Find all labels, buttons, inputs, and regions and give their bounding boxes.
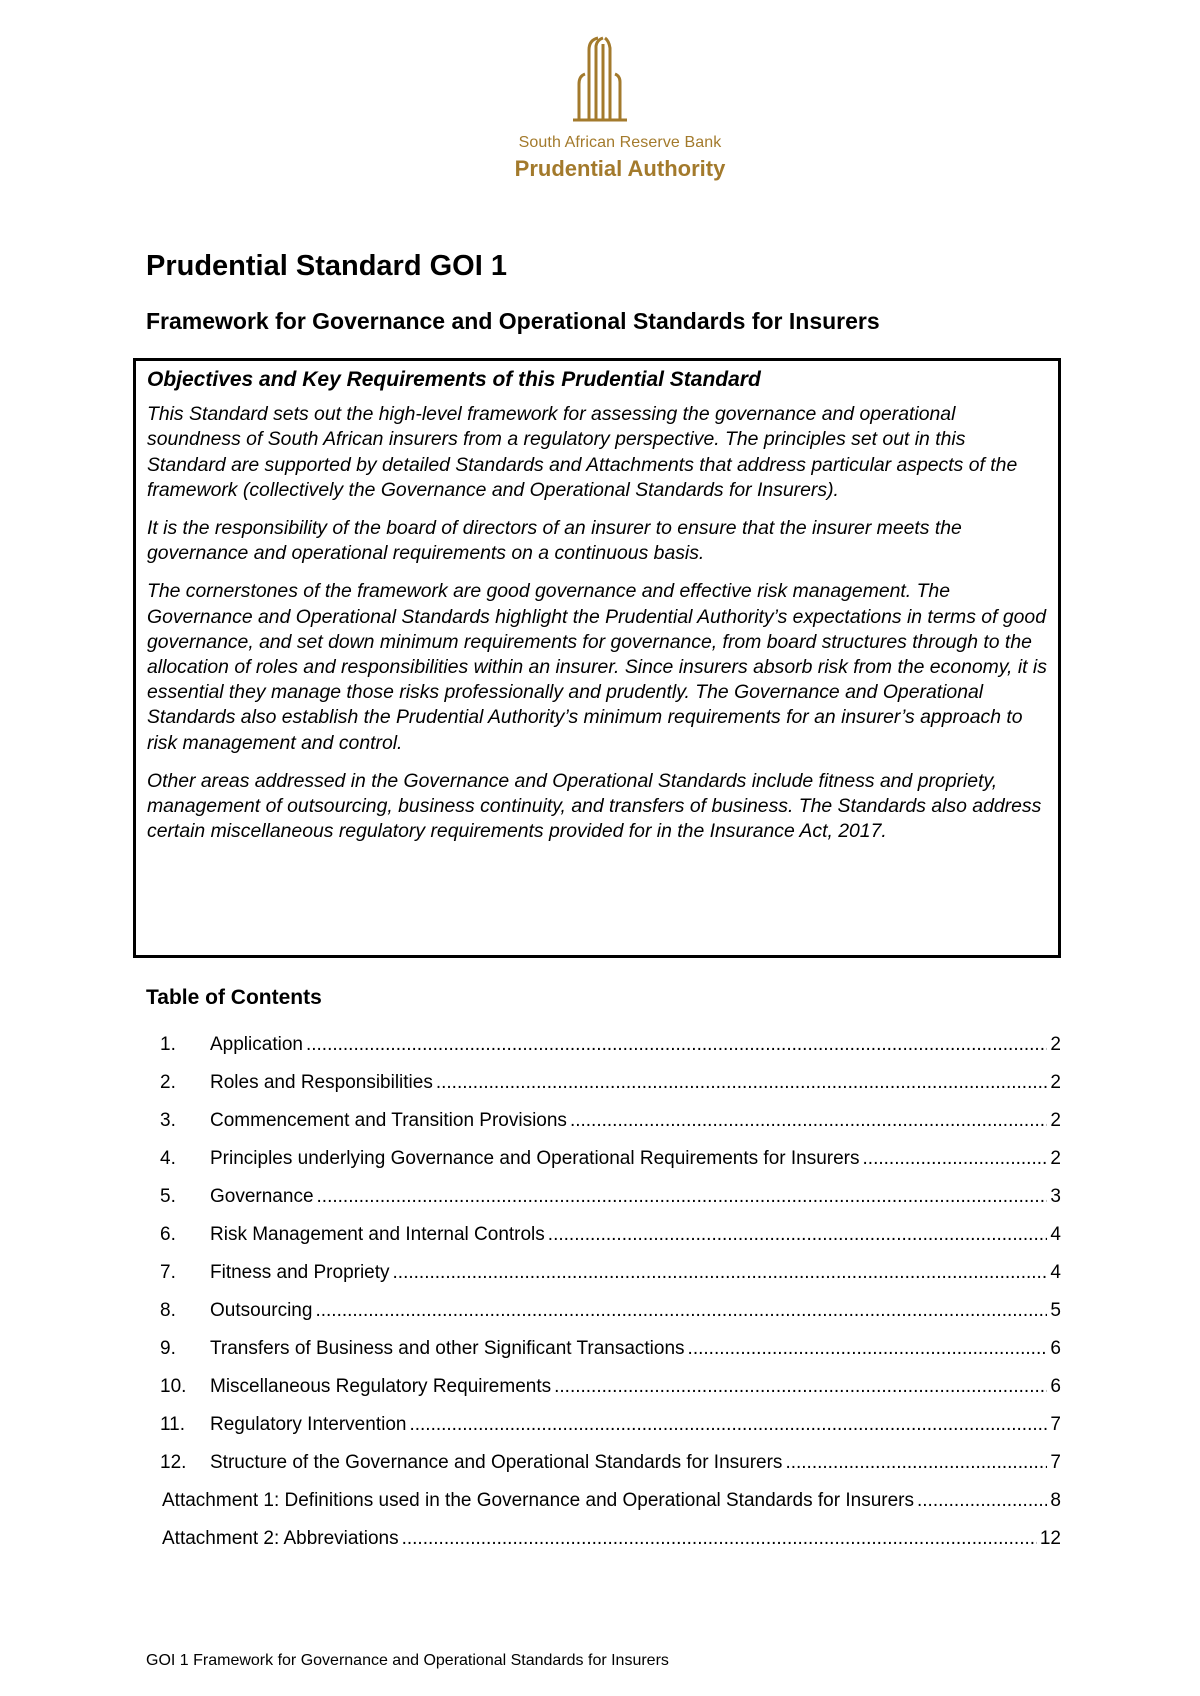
toc-dot-leader	[306, 1034, 1047, 1056]
toc-entry-title: Principles underlying Governance and Operational Requirements for Insurers	[210, 1148, 860, 1169]
toc-entry-number: 11.	[160, 1414, 186, 1435]
toc-entry-number: 1.	[160, 1034, 176, 1055]
toc-dot-leader	[409, 1414, 1047, 1436]
toc-dot-leader	[570, 1110, 1047, 1132]
toc-entry-title: Attachment 2: Abbreviations	[162, 1528, 399, 1549]
toc-entry-title: Roles and Responsibilities	[210, 1072, 433, 1093]
document-title: Prudential Standard GOI 1	[146, 250, 507, 282]
toc-entry-title: Regulatory Intervention	[210, 1414, 407, 1435]
toc-entry-page: 2	[1050, 1110, 1061, 1131]
toc-entry-page: 7	[1050, 1414, 1061, 1435]
toc-entry-title: Transfers of Business and other Significant Transactions	[210, 1338, 685, 1359]
toc-entry-page: 4	[1050, 1262, 1061, 1283]
toc-entry-title: Attachment 1: Definitions used in the Governance and Operational Standards for Insurers	[162, 1490, 914, 1511]
toc-dot-leader	[917, 1490, 1047, 1512]
toc-entry-number: 9.	[160, 1338, 176, 1359]
toc-entry[interactable]	[146, 1338, 1061, 1376]
toc-entry-page: 8	[1050, 1490, 1061, 1511]
toc-entry-page: 7	[1050, 1452, 1061, 1473]
toc-entry[interactable]	[146, 1300, 1061, 1338]
toc-entry-page: 12	[1039, 1528, 1061, 1549]
toc-entry-number: 8.	[160, 1300, 176, 1321]
toc-entry-title: Structure of the Governance and Operational Standards for Insurers	[210, 1452, 783, 1473]
toc-dot-leader	[688, 1338, 1048, 1360]
objectives-paragraph: It is the responsibility of the board of directors of an insurer to ensure that the insurer meets the governance and operational requirements on a continuous basis.	[147, 517, 962, 565]
toc-entry-title: Fitness and Propriety	[210, 1262, 390, 1283]
sarb-building-logo-icon	[565, 36, 635, 126]
toc-entry-number: 12.	[160, 1452, 187, 1473]
toc-dot-leader	[315, 1300, 1047, 1322]
objectives-heading: Objectives and Key Requirements of this Prudential Standard	[147, 368, 761, 391]
objectives-box	[133, 358, 1061, 958]
toc-entry-title: Outsourcing	[210, 1300, 313, 1321]
toc-dot-leader	[436, 1072, 1048, 1094]
toc-dot-leader	[393, 1262, 1048, 1284]
logo-bank-name: South African Reserve Bank	[518, 134, 722, 151]
toc-entry-number: 4.	[160, 1148, 176, 1169]
objectives-paragraph: Other areas addressed in the Governance and Operational Standards include fitness and propriety, management of outsourcing, business continuity, and transfers of business. The Standards also address certain miscellaneous regulatory requirements provided for in the Insurance Act, 2017.	[147, 769, 1042, 843]
toc-entry-number: 6.	[160, 1224, 176, 1245]
toc-dot-leader	[554, 1376, 1047, 1398]
page-footer: GOI 1 Framework for Governance and Operational Standards for Insurers	[146, 1652, 669, 1669]
toc-entry-title: Governance	[210, 1186, 314, 1207]
toc-entry[interactable]	[146, 1148, 1061, 1186]
toc-entry-number: 2.	[160, 1072, 176, 1093]
toc-entry[interactable]	[146, 1110, 1061, 1148]
toc-attachment-entry[interactable]	[146, 1528, 1061, 1566]
logo-authority-name: Prudential Authority	[514, 156, 726, 181]
toc-dot-leader	[317, 1186, 1048, 1208]
table-of-contents	[146, 1034, 1061, 1566]
objectives-paragraph: The cornerstones of the framework are good governance and effective risk management. The Governance and Operational Standards highlight the Prudential Authority’s expectations in terms of good governance, and set down minimum requirements for governance, from board structures through to the allocation of roles and responsibilities within an insurer. Since insurers absorb risk from the economy, it is essential they manage those risks professionally and prudently. The Governance and Operational Standards also establish the Prudential Authority’s minimum requirements for an insurer’s approach to risk management and control.	[147, 580, 1047, 754]
objectives-paragraph: This Standard sets out the high-level framework for assessing the governance and operational soundness of South African insurers from a regulatory perspective. The principles set out in this Standard are supported by detailed Standards and Attachments that address particular aspects of the framework (collectively the Governance and Operational Standards for Insurers).	[147, 403, 1018, 501]
toc-dot-leader	[863, 1148, 1048, 1170]
toc-entry-page: 2	[1050, 1034, 1061, 1055]
toc-entry-title: Application	[210, 1034, 303, 1055]
toc-entry-page: 2	[1050, 1148, 1061, 1169]
toc-dot-leader	[785, 1452, 1047, 1474]
toc-entry-page: 3	[1050, 1186, 1061, 1207]
toc-entry-title: Commencement and Transition Provisions	[210, 1110, 567, 1131]
toc-heading: Table of Contents	[146, 986, 322, 1009]
toc-entry-page: 4	[1050, 1224, 1061, 1245]
toc-entry-number: 10.	[160, 1376, 187, 1397]
toc-entry-page: 6	[1050, 1338, 1061, 1359]
toc-entry-page: 5	[1050, 1300, 1061, 1321]
toc-entry-page: 6	[1050, 1376, 1061, 1397]
toc-attachment-entry[interactable]	[146, 1490, 1061, 1528]
toc-entry-number: 7.	[160, 1262, 176, 1283]
document-subtitle: Framework for Governance and Operational Standards for Insurers	[146, 308, 880, 334]
toc-dot-leader	[402, 1528, 1037, 1550]
toc-entry-title: Risk Management and Internal Controls	[210, 1224, 545, 1245]
sarb-logo	[0, 36, 1200, 182]
toc-entry-title: Miscellaneous Regulatory Requirements	[210, 1376, 552, 1397]
toc-entry[interactable]	[146, 1376, 1061, 1414]
toc-entry[interactable]	[146, 1414, 1061, 1452]
toc-entry[interactable]	[146, 1186, 1061, 1224]
toc-dot-leader	[548, 1224, 1048, 1246]
toc-entry-page: 2	[1050, 1072, 1061, 1093]
toc-entry[interactable]	[146, 1072, 1061, 1110]
toc-entry-number: 5.	[160, 1186, 176, 1207]
toc-entry[interactable]	[146, 1262, 1061, 1300]
toc-entry[interactable]	[146, 1452, 1061, 1490]
toc-entry[interactable]	[146, 1034, 1061, 1072]
toc-entry-number: 3.	[160, 1110, 176, 1131]
toc-entry[interactable]	[146, 1224, 1061, 1262]
